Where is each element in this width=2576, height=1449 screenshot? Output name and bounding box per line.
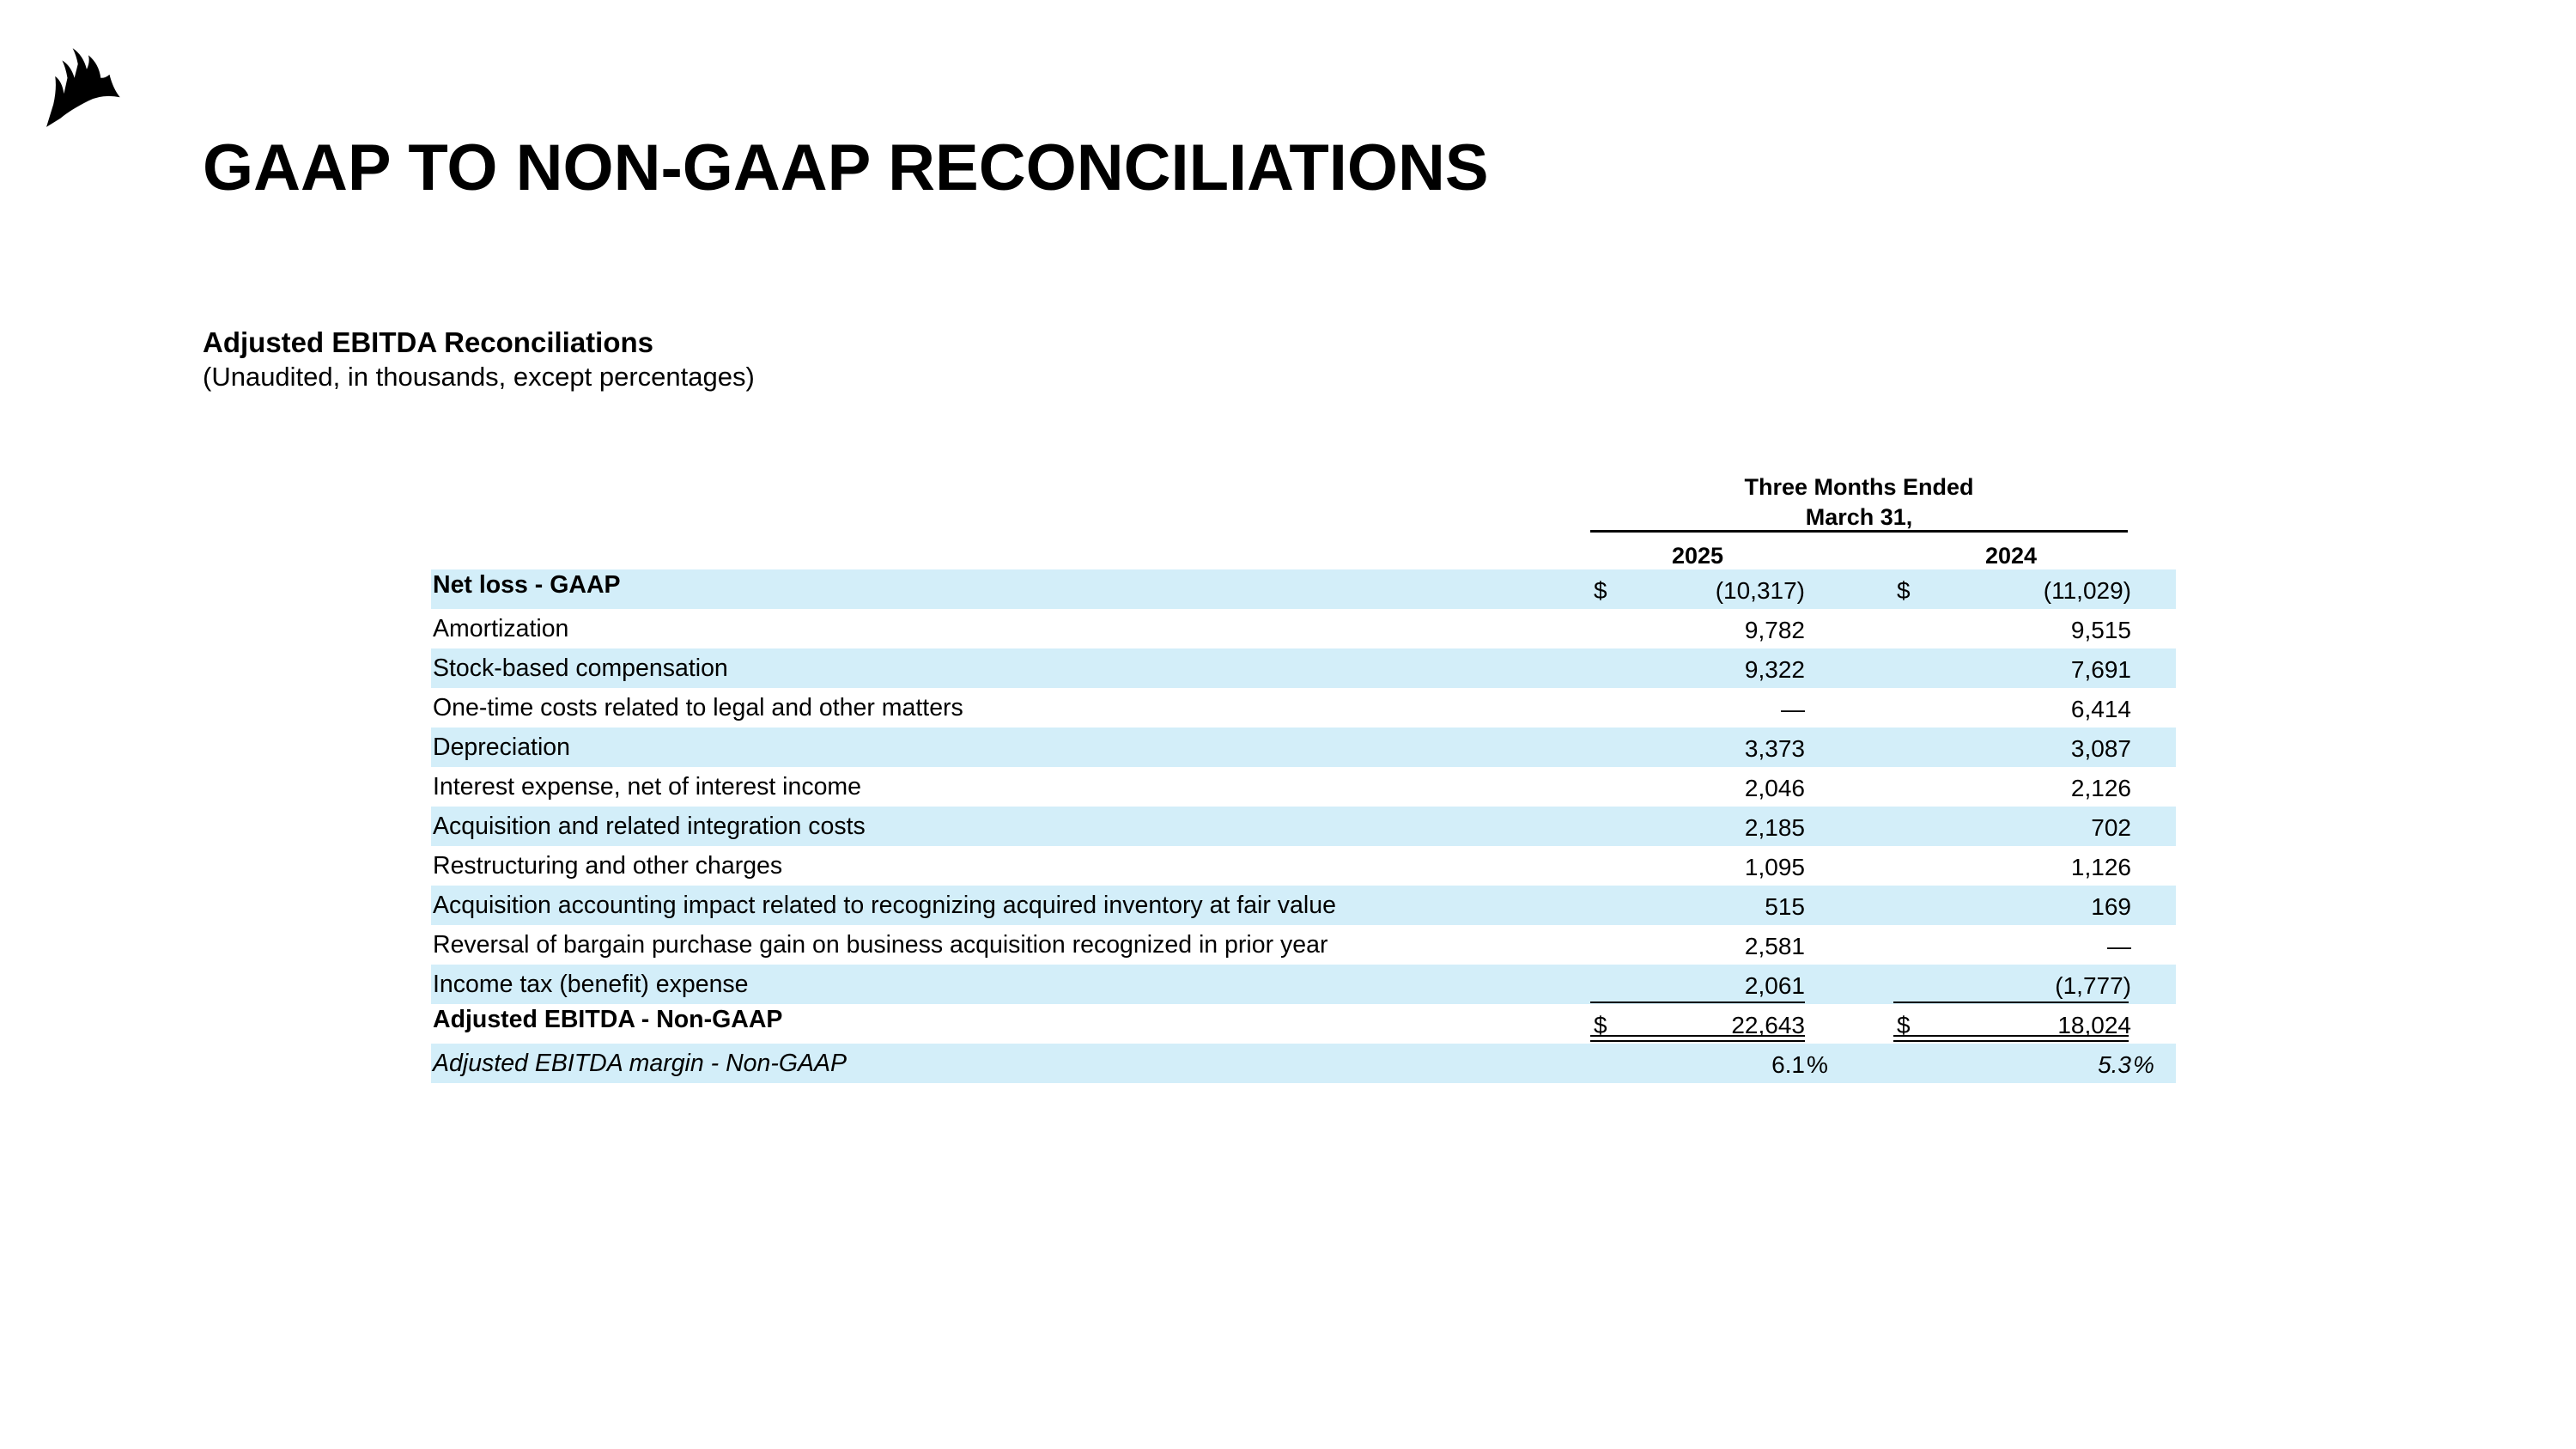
value-2025: 1,095 (1744, 854, 1805, 880)
period-underline (1590, 530, 2128, 533)
value-2025: 9,782 (1744, 617, 1805, 643)
value-2024: 3,087 (2070, 735, 2131, 762)
table-row (431, 609, 2176, 648)
table-row (431, 767, 2176, 807)
currency-symbol: $ (1594, 1012, 1607, 1038)
value-2024: (1,777) (2055, 972, 2131, 999)
value-2025: 3,373 (1744, 735, 1805, 762)
section-title: Adjusted EBITDA Reconciliations (203, 326, 654, 358)
row-label: Net loss - GAAP (433, 571, 621, 599)
currency-symbol: $ (1897, 577, 1911, 604)
table-row (431, 846, 2176, 886)
value-2024: 169 (2091, 893, 2131, 920)
page-title: GAAP TO NON-GAAP RECONCILIATIONS (203, 131, 1489, 204)
row-label: Income tax (benefit) expense (433, 971, 749, 998)
period-header-line1: Three Months Ended (1744, 474, 1974, 500)
subtotal-line-2024 (1893, 1002, 2129, 1003)
percent-sign-2025: % (1807, 1051, 1828, 1078)
value-2024: 7,691 (2070, 656, 2131, 683)
row-label: Acquisition and related integration costs (433, 813, 866, 840)
table-row (431, 965, 2176, 1004)
value-2025: — (1781, 696, 1805, 722)
row-label: Acquisition accounting impact related to recognizing acquired inventory at fair value (433, 892, 1336, 919)
subtotal-line-2025 (1590, 1002, 1805, 1003)
table-row (431, 648, 2176, 688)
value-2024: 2,126 (2070, 775, 2131, 801)
value-2024: 5.3 (2098, 1051, 2131, 1078)
table-row-net-loss (431, 569, 2176, 609)
row-label: Amortization (433, 615, 569, 642)
currency-symbol: $ (1594, 577, 1607, 604)
section-subtitle: (Unaudited, in thousands, except percentages) (203, 362, 755, 392)
row-label: Reversal of bargain purchase gain on business acquisition recognized in prior year (433, 931, 1328, 959)
period-header-line2: March 31, (1805, 504, 1913, 530)
row-label: Interest expense, net of interest income (433, 773, 862, 801)
value-2025: 9,322 (1744, 656, 1805, 683)
currency-symbol: $ (1897, 1012, 1911, 1038)
value-2025: 2,046 (1744, 775, 1805, 801)
value-2025: 2,061 (1744, 972, 1805, 999)
column-header-2025: 2025 (1671, 543, 1724, 569)
value-2024: 1,126 (2070, 854, 2131, 880)
value-2025: 2,581 (1744, 933, 1805, 959)
table-row-adjusted-ebitda-margin (431, 1044, 2176, 1083)
value-2025: (10,317) (1715, 577, 1805, 604)
value-2024: — (2107, 933, 2131, 959)
column-header-2024: 2024 (1984, 543, 2038, 569)
value-2025: 515 (1765, 893, 1805, 920)
value-2024: 6,414 (2070, 696, 2131, 722)
table-row (431, 886, 2176, 925)
table-row (431, 925, 2176, 965)
percent-sign-2024: % (2133, 1051, 2154, 1078)
row-label: Restructuring and other charges (433, 852, 783, 880)
sails-logo-icon (45, 43, 132, 131)
table-row (431, 807, 2176, 846)
value-2025: 6.1 (1771, 1051, 1805, 1078)
value-2025: 22,643 (1731, 1012, 1805, 1038)
row-label: Depreciation (433, 734, 571, 761)
value-2024: 9,515 (2070, 617, 2131, 643)
table-row (431, 728, 2176, 767)
value-2024: (11,029) (2043, 577, 2131, 604)
row-label: Stock-based compensation (433, 654, 728, 682)
total-double-line-2024 (1893, 1035, 2129, 1042)
row-label: Adjusted EBITDA - Non-GAAP (433, 1006, 783, 1033)
row-label: One-time costs related to legal and other matters (433, 694, 963, 721)
period-header (1590, 472, 2128, 533)
table-row (431, 688, 2176, 728)
row-label: Adjusted EBITDA margin - Non-GAAP (433, 1050, 848, 1077)
value-2024: 702 (2091, 814, 2131, 841)
total-double-line-2025 (1590, 1035, 1805, 1042)
value-2024: 18,024 (2057, 1012, 2131, 1038)
value-2025: 2,185 (1744, 814, 1805, 841)
